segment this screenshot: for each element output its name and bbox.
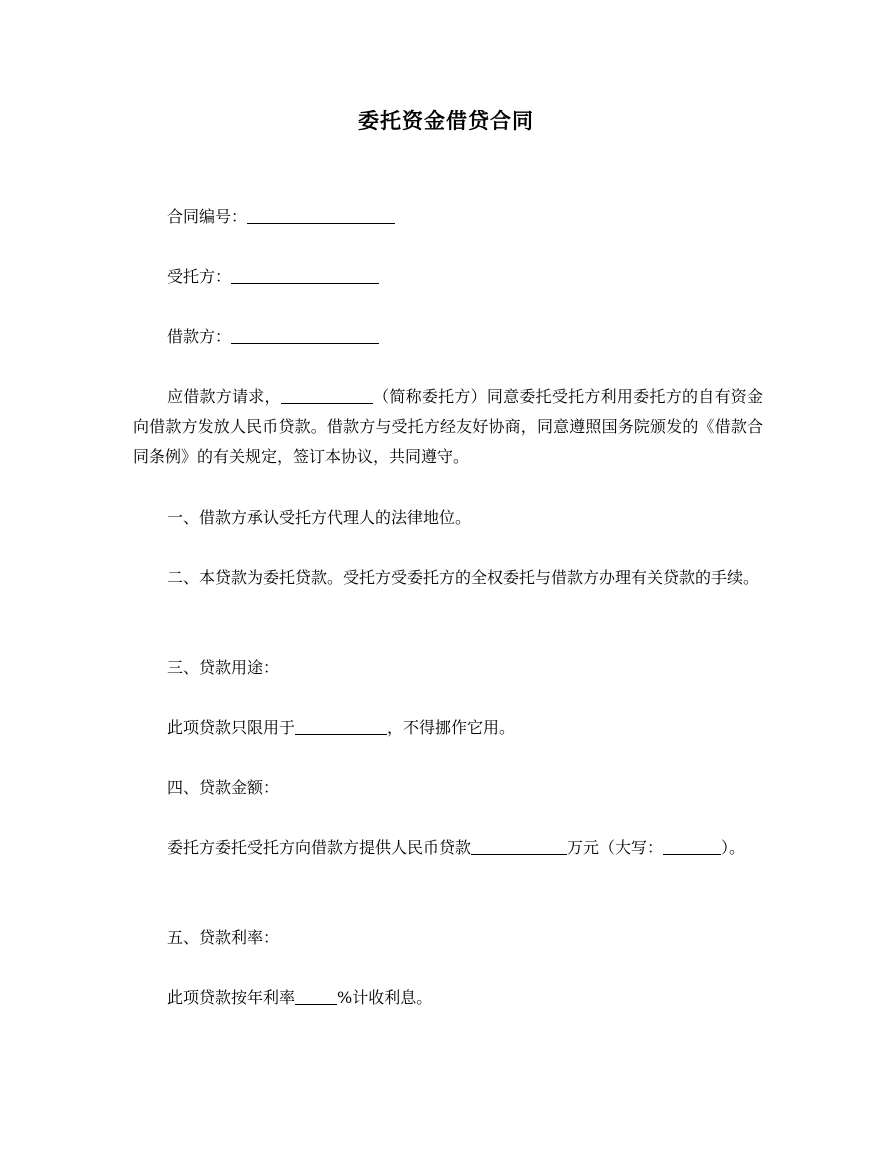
clause-3-heading: 三、贷款用途：: [167, 658, 280, 677]
borrower-line: [133, 322, 763, 352]
clause-5-text-2: %计收利息。: [337, 988, 433, 1007]
borrower-label: 借款方：: [167, 327, 232, 346]
loan-purpose-blank: [295, 718, 387, 735]
clause-3-text-1: 此项贷款只限用于: [167, 718, 296, 737]
intro-text-1: 应借款方请求，: [167, 387, 281, 406]
contract-number-blank: [247, 207, 395, 224]
clause-4-text-3: ）。: [721, 838, 746, 857]
borrower-blank: [231, 327, 379, 344]
clause-3-body: [133, 713, 763, 743]
contract-number-label: 合同编号：: [167, 207, 248, 226]
loan-amount-words-blank: [663, 838, 721, 855]
clause-5-heading: 五、贷款利率：: [167, 928, 280, 947]
clause-4-heading: 四、贷款金额：: [167, 778, 280, 797]
interest-rate-blank: [295, 988, 337, 1005]
document-title: 委托资金借贷合同: [358, 108, 534, 133]
clause-4-text-2: 万元（大写：: [567, 838, 664, 857]
trustee-line: [133, 262, 763, 292]
clause-3-text-2: ，不得挪作它用。: [387, 718, 516, 737]
trustee-blank: [231, 267, 379, 284]
loan-amount-blank: [471, 838, 567, 855]
clause-2: 二、本贷款为委托贷款。受托方受委托方的全权委托与借款方办理有关贷款的手续。: [167, 568, 760, 587]
trustee-label: 受托方：: [167, 267, 232, 286]
intro-text-2: （简称委托方）同意委托受托方利用委托方的自有资金向借款方发放人民币贷款。借款方与受托方经友好协商，同意遵照国务院颁发的《借款合同条例》的有关规定，签订本协议，共同遵守。: [133, 387, 763, 466]
clause-4-body: [133, 833, 763, 863]
intro-paragraph: [133, 382, 763, 472]
clause-5-text-1: 此项贷款按年利率: [167, 988, 296, 1007]
clause-5-body: [133, 983, 763, 1013]
principal-name-blank: [281, 387, 373, 404]
clause-1: 一、借款方承认受托方代理人的法律地位。: [167, 508, 472, 527]
contract-number-line: [133, 202, 763, 232]
clause-4-text-1: 委托方委托受托方向借款方提供人民币贷款: [167, 838, 472, 857]
